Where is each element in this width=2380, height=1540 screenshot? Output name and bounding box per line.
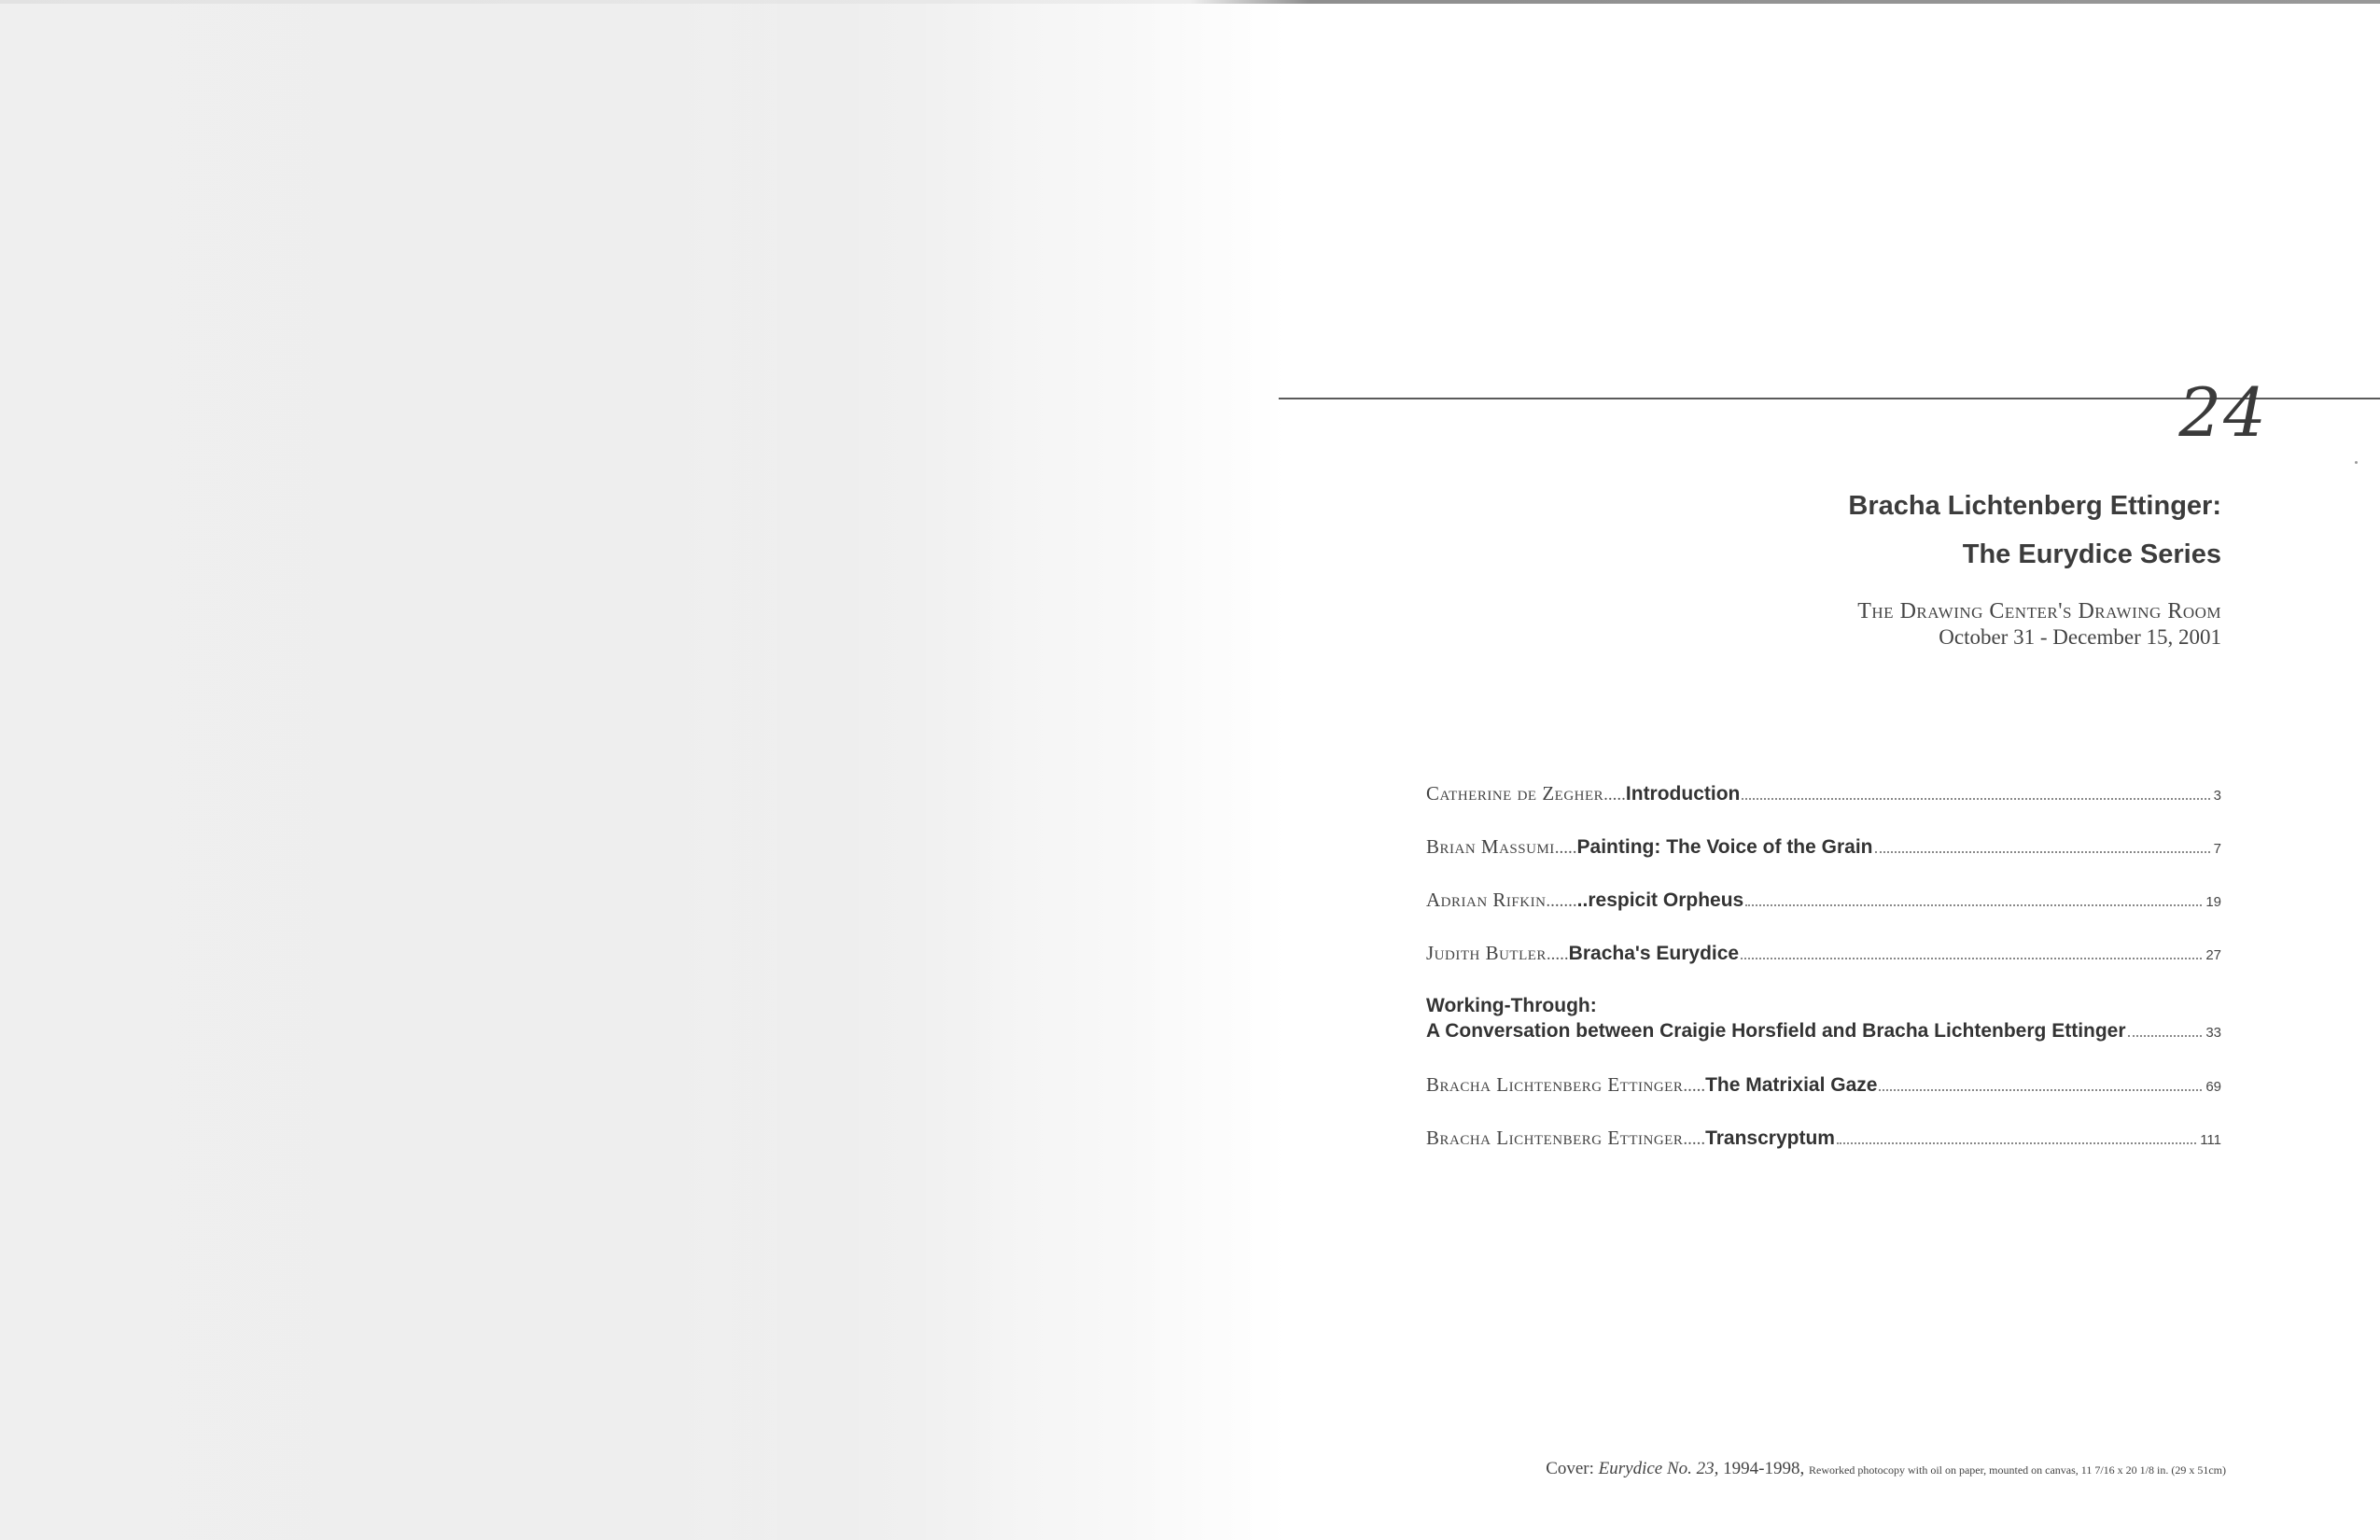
toc-separator: ..... <box>1554 838 1577 858</box>
toc-author: Bracha Lichtenberg Ettinger <box>1426 1127 1684 1149</box>
toc-separator: ..... <box>1683 1129 1706 1149</box>
dot-leader <box>2128 1035 2203 1037</box>
cover-caption <box>1546 1459 2226 1479</box>
venue-line: The Drawing Center's Drawing Room <box>1857 599 2221 623</box>
dot-leader <box>1875 851 2210 853</box>
cover-artwork-title: Eurydice No. 23, <box>1598 1459 1719 1478</box>
toc-separator: ....... <box>1546 891 1577 911</box>
toc-author: Judith Butler <box>1426 942 1547 964</box>
toc-entry[interactable] <box>1426 782 2221 810</box>
toc-title: ..respicit Orpheus <box>1576 889 1744 911</box>
toc-entry[interactable] <box>1426 1127 2221 1155</box>
toc-entry[interactable] <box>1426 889 2221 917</box>
cover-caption-label: Cover: <box>1546 1459 1599 1478</box>
toc-page-number: 69 <box>2205 1079 2221 1095</box>
toc-page-number: 19 <box>2205 894 2221 910</box>
dot-leader <box>1742 798 2209 800</box>
toc-title: Introduction <box>1625 783 1741 805</box>
cover-artwork-medium: Reworked photocopy with oil on paper, mounted on canvas, 11 7/16 x 20 1/8 in. (29 x 51cm) <box>1809 1463 2226 1477</box>
toc-title: The Matrixial Gaze <box>1705 1074 1878 1096</box>
cover-artwork-years: 1994-1998, <box>1718 1459 1809 1478</box>
page-number: 24 <box>2178 373 2268 452</box>
dot-leader <box>1741 958 2202 959</box>
scan-speck <box>2355 461 2358 464</box>
toc-separator: ..... <box>1546 945 1569 964</box>
toc-page-number: 27 <box>2205 947 2221 963</box>
toc-title: Bracha's Eurydice <box>1568 943 1740 964</box>
dot-leader <box>1745 904 2202 906</box>
date-line: October 31 - December 15, 2001 <box>1939 625 2221 649</box>
toc-page-number: 111 <box>2200 1132 2221 1148</box>
page-top-edge <box>0 0 2380 4</box>
toc-entry[interactable] <box>1426 942 2221 970</box>
toc-page-number: 7 <box>2213 841 2221 857</box>
toc-title: A Conversation between Craigie Horsfield and Bracha Lichtenberg Ettinger <box>1426 1020 2126 1042</box>
toc-author: Adrian Rifkin <box>1426 889 1547 911</box>
toc-title: Painting: The Voice of the Grain <box>1576 836 1873 858</box>
toc-entry[interactable] <box>1426 1073 2221 1101</box>
toc-title: Transcryptum <box>1705 1127 1835 1149</box>
toc-entry[interactable] <box>1426 1020 2221 1048</box>
toc-author: Bracha Lichtenberg Ettinger <box>1426 1073 1684 1096</box>
toc-page-number: 33 <box>2205 1025 2221 1041</box>
toc-author: Brian Massumi <box>1426 835 1555 858</box>
dot-leader <box>1879 1089 2202 1091</box>
toc-page-number: 3 <box>2213 788 2221 804</box>
toc-section-heading: Working-Through: <box>1426 995 1597 1016</box>
catalog-title-line-1: Bracha Lichtenberg Ettinger: <box>1848 491 2221 521</box>
toc-entry[interactable] <box>1426 835 2221 863</box>
toc-separator: ..... <box>1603 785 1626 805</box>
catalog-title-line-2: The Eurydice Series <box>1962 539 2221 569</box>
toc-separator: ..... <box>1683 1076 1706 1096</box>
gutter-shadow <box>709 0 1027 1540</box>
toc-author: Catherine de Zegher <box>1426 782 1604 805</box>
dot-leader <box>1837 1142 2196 1144</box>
